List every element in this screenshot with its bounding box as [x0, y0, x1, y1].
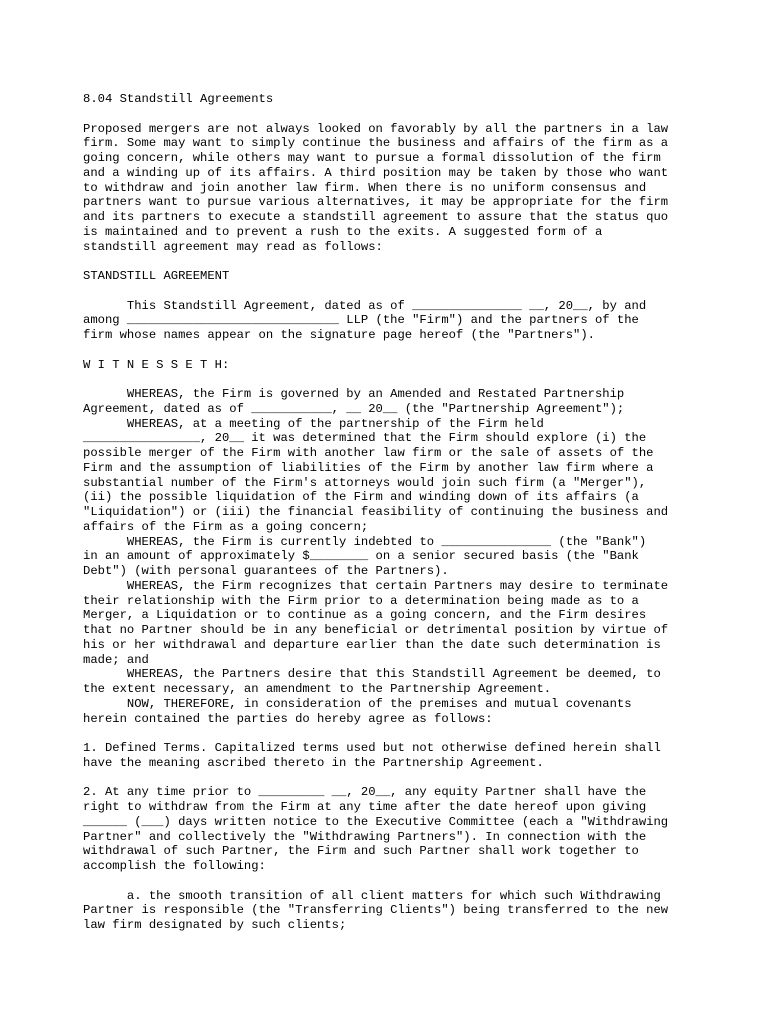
witnesseth-heading: W I T N E S S E T H: — [83, 357, 230, 372]
section-2-withdrawal: 2. At any time prior to _________ __, 20__, any equity Partner shall have the right to withdraw from the Firm at any time after the date hereof upon giving ______ (___) days written notice to the Executive Committee (each a "Withdrawing Partner" and collectively the "Withdrawing Partners"). In connection with the withdrawal of such Partner, the Firm and such Partner shall work together to accomplish the following: — [83, 785, 669, 873]
intro-paragraph: Proposed mergers are not always looked on favorably by all the partners in a law firm. Some may want to simply continue the business and affairs of the firm as a going concern, while others may want to pursue a formal dissolution of the firm and a winding up of its affairs. A third position may be taken by those who want to withdraw and join another law firm. When there is no uniform consensus and partners want to pursue various alternatives, it may be appropriate for the firm and its partners to execute a standstill agreement to assure that the status quo is maintained and to prevent a rush to the exits. A suggested form of a standstill agreement may read as follows: — [83, 121, 669, 254]
spacer — [83, 343, 703, 358]
section-heading: 8.04 Standstill Agreements — [83, 92, 274, 106]
section-1-defined-terms: 1. Defined Terms. Capitalized terms used but not otherwise defined herein shall have the meaning ascribed thereto in the Partnership Agreement. — [83, 741, 661, 770]
spacer — [83, 372, 703, 387]
spacer — [83, 874, 703, 889]
spacer — [83, 107, 703, 122]
spacer — [83, 284, 703, 299]
recitals: WHEREAS, the Firm is governed by an Amended and Restated Partnership Agreement, dated as of ___________, __ 20__ (the "Partnership Agreement"); WHEREAS, at a meeting of the partnership of the Firm held ________________, 20__ it was determined that the Firm should explore (i) the possible merger of the Firm with another law firm or the sale of assets of the Firm and the assumption of liabilities of the Firm by another law firm where a substantial number of the Firm's attorneys would join such firm (a "Merger"), (ii) the possible liquidation of the Firm and winding down of its affairs (a "Liquidation") or (iii) the financial feasibility of continuing the business and affairs of the Firm as a going concern; WHEREAS, the Firm is currently indebted to _______________ (the "Bank") in an amount of approximately $________ on a senior secured basis (the "Bank Debt") (with personal guarantees of the Partners). WHEREAS, the Firm recognizes that certain Partners may desire to terminate their relationship with the Firm prior to a determination being made as to a Merger, a Liquidation or to continue as a going concern, and the Firm desires that no Partner should be in any beneficial or detrimental position by virtue of his or her withdrawal and departure earlier than the date such determination is made; and WHEREAS, the Partners desire that this Standstill Agreement be deemed, to the extent necessary, an amendment to the Partnership Agreement. NOW, THEREFORE, in consideration of the premises and mutual covenants herein contained the parties do hereby agree as follows: — [83, 387, 669, 726]
document-page — [83, 92, 703, 933]
opening-paragraph: This Standstill Agreement, dated as of _______________ __, 20__, by and among _____________________________ LLP (the "Firm") and the partners of the firm whose names appear on the signature page hereof (the "Partners"). — [83, 298, 647, 342]
spacer — [83, 726, 703, 741]
spacer — [83, 254, 703, 269]
section-2a-transition: a. the smooth transition of all client matters for which such Withdrawing Partner is responsible (the "Transferring Clients") being transferred to the new law firm designated by such clients; — [83, 888, 669, 932]
spacer — [83, 771, 703, 786]
agreement-title: STANDSTILL AGREEMENT — [83, 269, 230, 283]
